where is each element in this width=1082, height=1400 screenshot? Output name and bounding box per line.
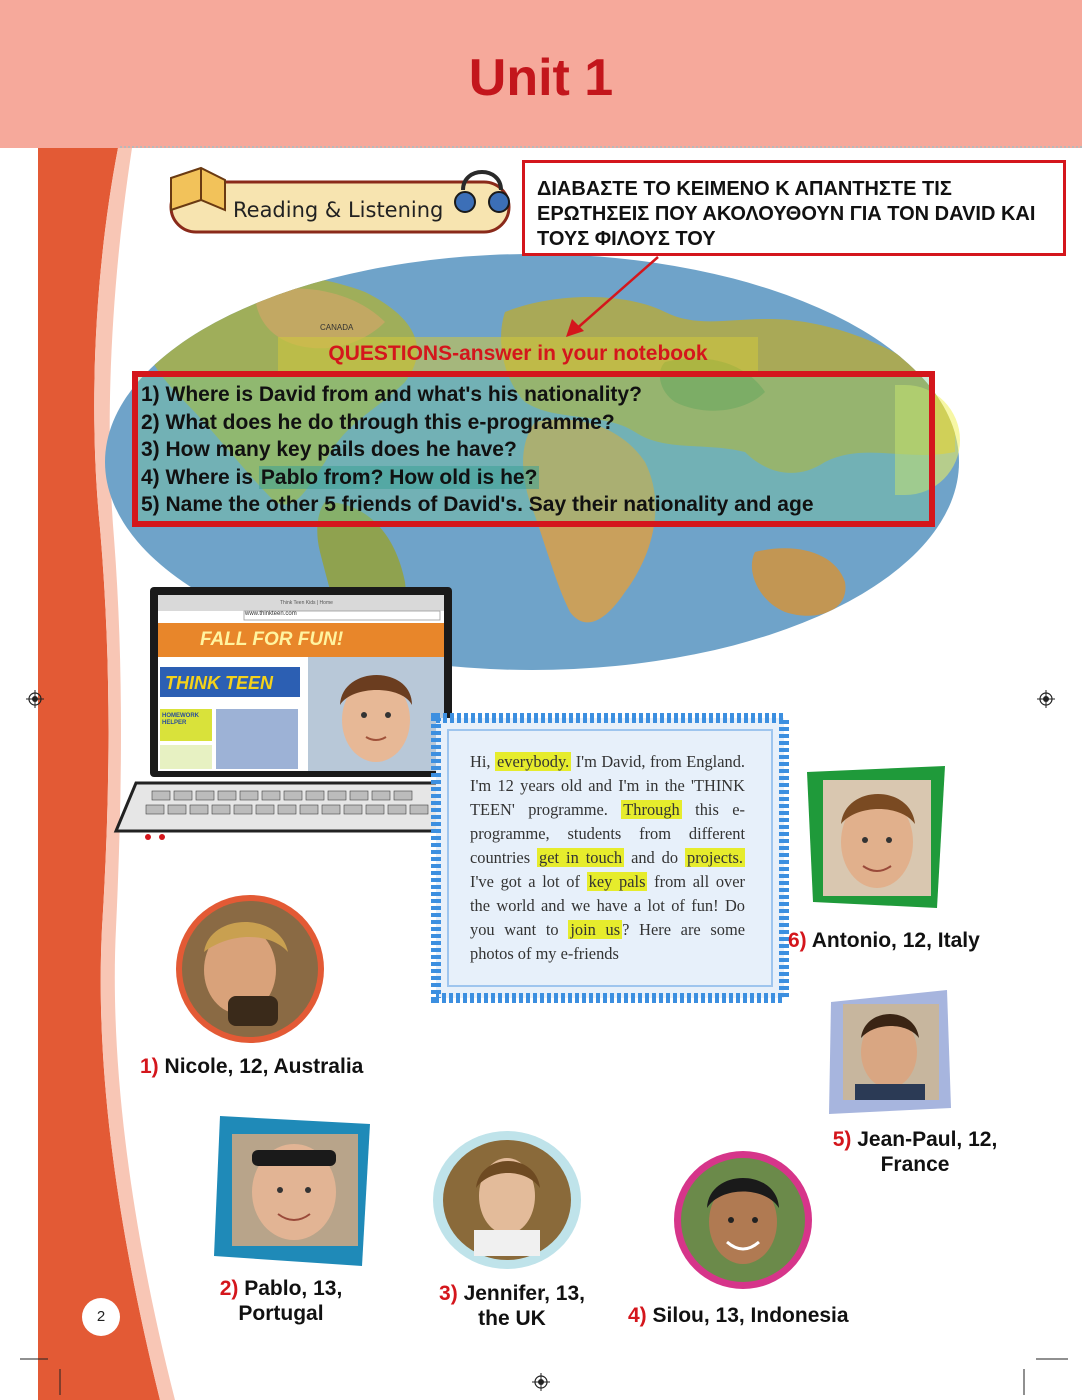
caption-number: 6)	[788, 929, 807, 952]
vocab-highlight: key pals	[588, 872, 646, 891]
question-4-highlight: Pablo from? How old is he?	[260, 465, 538, 489]
passage-part: I've got a lot of	[470, 872, 580, 891]
registration-mark-right	[1037, 690, 1055, 708]
question-3: 3) How many key pails does he have?	[141, 438, 517, 461]
caption-text: Jennifer, 13,	[463, 1282, 585, 1305]
questions-box	[132, 371, 935, 527]
photo-jean-paul	[825, 988, 955, 1118]
laptop-helper: HOMEWORK HELPER	[162, 713, 199, 726]
caption-jennifer	[422, 1281, 602, 1331]
photo-nicole	[170, 892, 330, 1047]
passage-part: Hi,	[470, 752, 491, 771]
caption-text: Antonio, 12, Italy	[811, 929, 980, 952]
question-4	[141, 464, 929, 492]
photo-jennifer	[432, 1130, 582, 1270]
page-number: 2	[82, 1298, 120, 1336]
question-2: 2) What does he do through this e-programme?	[141, 410, 615, 434]
photo-silou	[673, 1150, 813, 1290]
vocab-highlight: everybody.	[496, 752, 570, 771]
caption-text: Nicole, 12, Australia	[164, 1055, 364, 1078]
map-label-canada: CANADA	[320, 323, 354, 332]
question-4-prefix: 4) Where is	[141, 465, 254, 489]
caption-number: 1)	[140, 1055, 159, 1078]
question-5: 5) Name the other 5 friends of David's. Say their nationality and age	[141, 493, 814, 516]
question-1: 1) Where is David from and what's his nationality?	[141, 383, 642, 406]
caption-number: 4)	[628, 1304, 647, 1327]
caption-text: Jean-Paul, 12,	[857, 1128, 998, 1151]
crop-marks-right	[1010, 1355, 1070, 1395]
passage-part: and do	[631, 848, 679, 867]
caption-nicole	[140, 1054, 363, 1079]
caption-text-line2: the UK	[478, 1307, 546, 1330]
registration-mark-left	[26, 690, 44, 708]
caption-number: 5)	[832, 1128, 852, 1151]
caption-silou	[628, 1303, 849, 1328]
instruction-box: ΔΙΑΒΑΣΤΕ ΤΟ ΚΕΙΜΕΝΟ Κ ΑΠΑΝΤΗΣΤΕ ΤΙΣ ΕΡΩΤΗΣΕΙΣ ΠΟΥ ΑΚΟΛΟΥΘΟΥΝ ΓΙΑ ΤΟΝ DAVID ΚΑΙ ΤΟΥΣ ΦΙΛΟΥΣ ΤΟΥ	[522, 160, 1066, 256]
registration-mark-bottom	[532, 1373, 550, 1391]
questions-title: QUESTIONS-answer in your notebook	[278, 337, 758, 371]
passage-text	[470, 750, 745, 966]
passage-part: this e-programme, students from different countries	[470, 800, 745, 867]
passage-part: from all over the world and we have a lot of fun! Do you want to	[470, 872, 745, 939]
caption-number: 3)	[439, 1282, 458, 1305]
caption-antonio	[788, 928, 980, 953]
dotted-divider	[120, 146, 1082, 148]
vocab-highlight: Through	[623, 800, 680, 819]
crop-marks-left	[20, 1355, 80, 1395]
laptop-window-title: Think Teen Kids | Home	[280, 600, 333, 606]
laptop-banner-text: FALL FOR FUN!	[200, 629, 344, 650]
passage-part: I'm David, from England. I'm 12 years old and I'm in the 'THINK TEEN' programme.	[470, 752, 745, 819]
laptop-think-teen: THINK TEEN	[165, 673, 273, 693]
caption-jean-paul	[815, 1127, 1015, 1177]
caption-text: Silou, 13, Indonesia	[652, 1304, 849, 1327]
passage-part: ? Here are some photos of my e-friends	[470, 920, 745, 963]
caption-number: 2)	[219, 1277, 239, 1300]
banner-label: Reading & Listening	[233, 198, 444, 222]
caption-text-line2: France	[880, 1153, 950, 1176]
photo-antonio	[805, 762, 950, 912]
caption-text: Pablo, 13,	[244, 1277, 343, 1300]
instruction-arrow	[560, 255, 670, 340]
caption-pablo	[196, 1276, 366, 1326]
vocab-highlight: get in touch	[539, 848, 623, 867]
photo-pablo	[210, 1106, 380, 1276]
page-title: Unit 1	[468, 49, 614, 107]
vocab-highlight: projects.	[687, 848, 744, 867]
vocab-highlight: join us	[570, 920, 621, 939]
laptop-url: www.thinkteen.com	[245, 611, 297, 617]
caption-text-line2: Portugal	[238, 1302, 324, 1325]
